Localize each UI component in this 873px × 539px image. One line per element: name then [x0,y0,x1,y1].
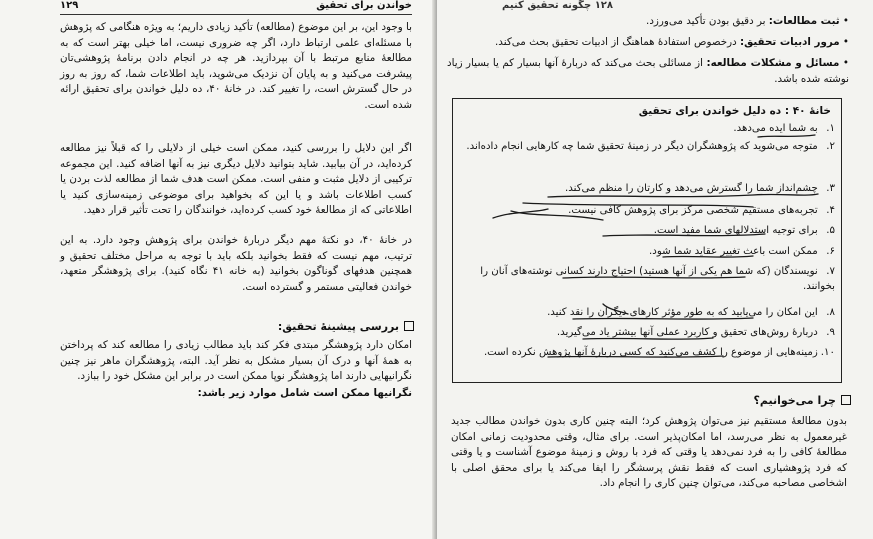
box-list-item: ۳. چشم‌انداز شما را گسترش می‌دهد و کارتان را منظم می‌کند. [565,183,835,194]
box-list-item: ۵. برای توجیه استدلالهای شما مفید است. [653,225,835,236]
box-list-item: ۲. متوجه می‌شوید که پژوهشگران دیگر در زمینهٔ تحقیق شما چه کارهایی انجام داده‌اند. [466,141,835,152]
box-list-item: ۶. ممکن است باعث تغییر عقاید شما شود. [649,246,835,257]
box-list-item: ۴. تجربه‌های مستقیم شخصی مرکز برای پژوهش کافی نیست. [568,205,835,216]
box-list-item: ۸. این امکان را می‌یابید که به طور مؤثر کارهای دیگران را نقد کنید. [547,307,835,318]
box-title: خانهٔ ۴۰ : ده دلیل خواندن برای تحقیق [638,105,831,117]
left-page [0,0,436,539]
checkbox-square-icon [404,321,414,331]
section-last-line: نگرانیها ممکن است شامل موارد زیر باشد: [197,387,412,399]
bullet-item: • مسائل و مشکلات مطالعه: از مسائلی بحث می‌کند که دربارهٔ آنها بسیار کم یا بسیار زیاد نوشته شده باشد. [447,57,849,85]
paragraph-1: با وجود این، بر این موضوع (مطالعه) تأکید زیادی داریم؛ به ویژه هنگامی که پژوهش با مسئله‌ای علمی ارتباط دارد، اگر چه ضروری نیست، اما خیلی بهتر است که به مطالعهٔ منابع مرتبط با آن بپردازید. هر چه در انجام دادن برنامهٔ پژوهشی‌تان پیشرفت می‌کنید و به پایان آن نزدیک می‌شوید، باید اطلاعات شما، که روز به روز در حال گسترش است، را تغییر کند. در خانهٔ ۴۰، ده دلیل خواندن برای تحقیق ارائه شده است. [60,21,412,111]
checkbox-square-icon [841,395,851,405]
box-list-item: ۷. نویسندگان (که شما هم یکی از آنها هستید) احتیاج دارند کسانی نوشته‌های آنان را بخوانند. [480,266,835,293]
left-page-header [60,0,412,15]
box-list-item: ۹. دربارهٔ روش‌های تحقیق و کاربرد عملی آنها بیشتر یاد می‌گیرید. [556,327,835,338]
right-page-header: ۱۲۸ چگونه تحقیق کنیم [502,0,613,11]
paragraph-2: اگر این دلایل را بررسی کنید، ممکن است خیلی از دلایلی را که قبلاً نیز مطالعه کرده‌اید، در آن بیابید. شاید بتوانید دلایل دیگری نیز به آنها اضافه کنید. این مجموعه ترکیبی از دلایل مثبت و منفی است. ممکن است هدف شما از مطالعه لذت بردن یا کسب اطلاعات باشد و یا این که بخواهید برای موضوعی زمینه‌سازی کنید یا اطلاعاتی که از مطالعهٔ خود کسب کرده‌اید، خوانندگان را تحت تأثیر قرار دهید. [60,142,412,217]
paragraph-3: در خانهٔ ۴۰، دو نکتهٔ مهم دیگر دربارهٔ خواندن برای پژوهش وجود دارد. به این ترتیب، مهم نیست که فقط بخوانید بلکه باید با توجه به مراحل مختلف تحقیق و همچنین هدفهای گوناگون بخوانید (به خانه ۴۱ نگاه کنید). برای پژوهشگر متعهد، خواندن فعالیتی مستمر و گسترده است. [60,234,413,293]
section-paragraph: بدون مطالعهٔ مستقیم نیز می‌توان پژوهش کرد؛ البته چنین کاری بدون خواندن مطالب جدید غیرمعمول به نظر می‌رسد، اما امکان‌پذیر است. برای مثال، وقتی محدودیت زمانی امکان مطالعهٔ کافی را به فرد نمی‌دهد یا وقتی که فرد با روش و زمینهٔ موضوع آشناست و یا وقتی که فرد پژوهشیاری است که فقط نقش پرسشگر را ایفا می‌کند یا برای محقق اصلی با اشخاصی مصاحبه می‌کند، می‌توان چنین کاری را انجام داد. [451,415,847,490]
box-list-item: ۱۰. زمینه‌هایی از موضوع را کشف می‌کنید که کسی دربارهٔ آنها پژوهش نکرده است. [483,347,835,358]
box-40 [452,98,842,383]
bullet-item: • مرور ادبیات تحقیق: درخصوص استفادهٔ هماهنگ از ادبیات تحقیق بحث می‌کند. [495,36,849,48]
section-heading-why-read: چرا می‌خوانیم؟ [753,394,851,407]
section-paragraph: امکان دارد پژوهشگر مبتدی فکر کند باید مطالب زیادی را مطالعه کند که پرداختن به همهٔ آنها و درک آن بسیار مشکل به نظر آید. البته، پژوهشگران ماهر نیز چنین نگرانیهایی دارند اما پژوهشگر نوپا ممکن است در برابر این مشکل خود را ببازد. [60,339,412,383]
running-title: خواندن برای تحقیق [316,0,412,11]
bullet-item: • ثبت مطالعات: بر دقیق بودن تأکید می‌ورزد. [646,15,849,27]
box-list-item: ۱. به شما ایده می‌دهد. [733,123,835,134]
section-heading-literature-review: بررسی پیشینهٔ تحقیق: [278,320,414,333]
page-number: ۱۲۹ [60,0,79,11]
right-page [437,0,873,539]
